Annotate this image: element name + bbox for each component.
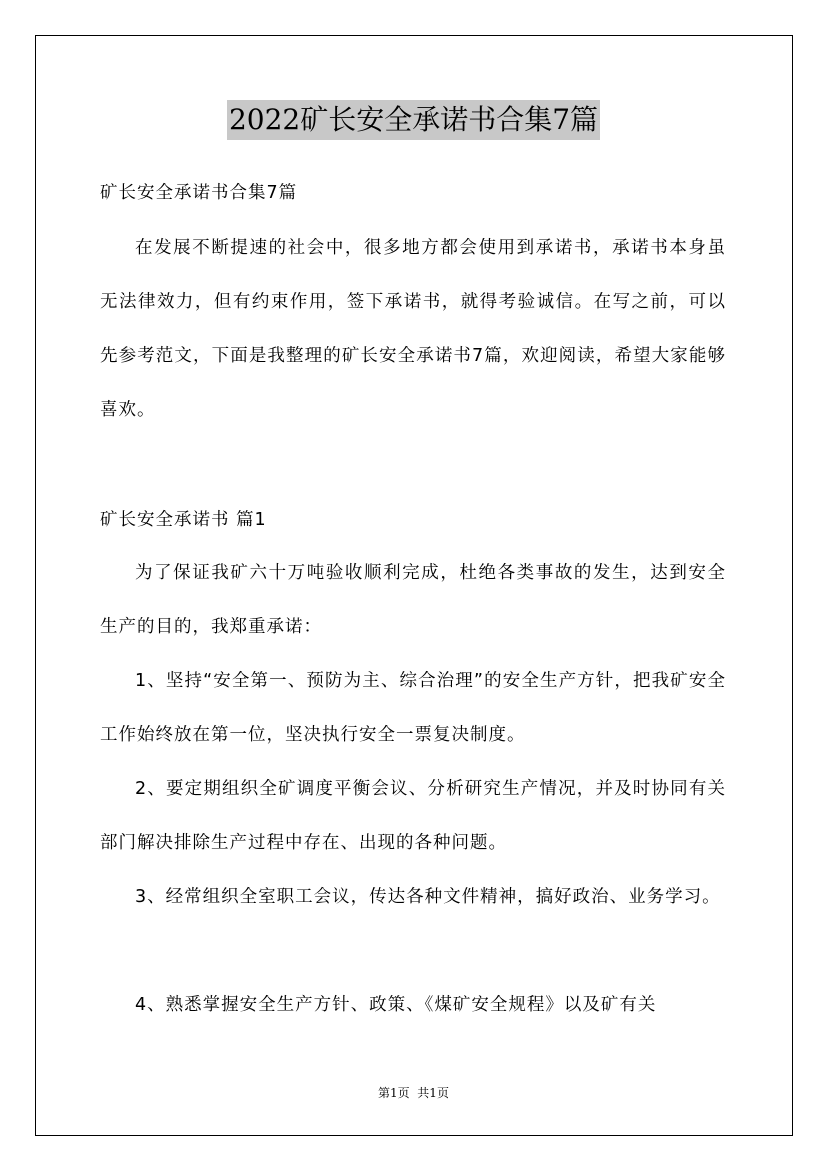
body-paragraph-1: 为了保证我矿六十万吨验收顺利完成，杜绝各类事故的发生，达到安全生产的目的，我郑重承诺： <box>100 563 726 637</box>
body-paragraph-2: 1、坚持“安全第一、预防为主、综合治理”的安全生产方针，把我矿安全工作始终放在第一位，坚决执行安全一票复决制度。 <box>100 671 726 745</box>
body-paragraph-3: 2、要定期组织全矿调度平衡会议、分析研究生产情况，并及时协同有关部门解决排除生产过程中存在、出现的各种问题。 <box>100 779 726 853</box>
document-subtitle: 矿长安全承诺书合集7篇 <box>100 183 298 203</box>
intro-paragraph: 在发展不断提速的社会中，很多地方都会使用到承诺书，承诺书本身虽无法律效力，但有约束作用，签下承诺书，就得考验诚信。在写之前，可以先参考范文，下面是我整理的矿长安全承诺书7篇，欢迎阅读，希望大家能够喜欢。 <box>100 238 726 420</box>
body-paragraph-4: 3、经常组织全室职工会议，传达各种文件精神，搞好政治、业务学习。 <box>135 887 721 907</box>
title-container <box>0 100 827 140</box>
body-paragraph-5: 4、熟悉掌握安全生产方针、政策、《煤矿安全规程》以及矿有关 <box>135 995 657 1015</box>
page-footer: 第1页 共1页 <box>378 1086 449 1100</box>
document-title: 2022矿长安全承诺书合集7篇 <box>227 100 600 140</box>
section-heading: 矿长安全承诺书 篇1 <box>100 510 267 530</box>
